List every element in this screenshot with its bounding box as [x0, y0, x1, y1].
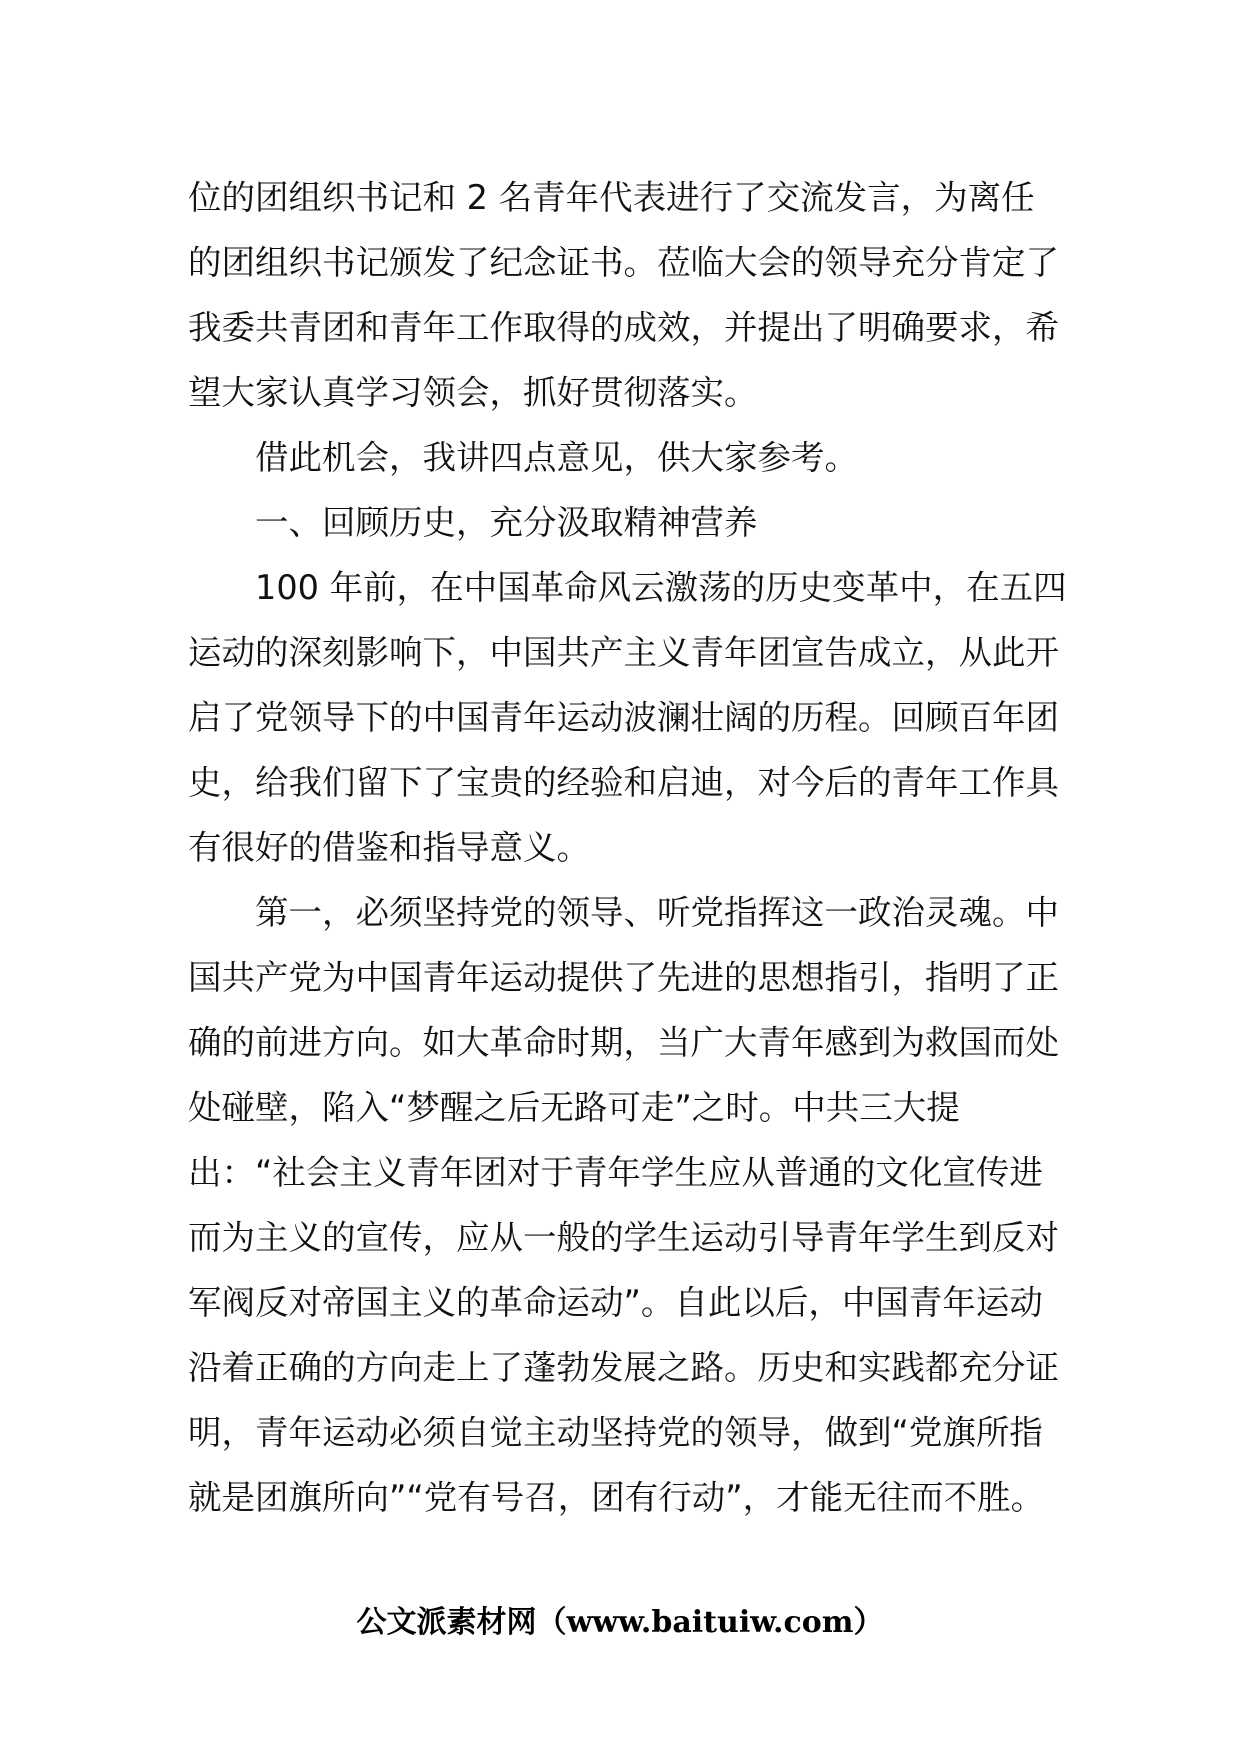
- paragraph-continued: 位的团组织书记和 2 名青年代表进行了交流发言，为离任的团组织书记颁发了纪念证书。莅临大会的领导充分肯定了我委共青团和青年工作取得的成效，并提出了明确要求，希望大家认真学习领会，抓好贯彻落实。: [188, 178, 1059, 412]
- paragraph-first-point: 第一，必须坚持党的领导、听党指挥这一政治灵魂。中国共产党为中国青年运动提供了先进的思想指引，指明了正确的前进方向。如大革命时期，当广大青年感到为救国而处处碰壁，陷入“梦醒之后无路可走”之时。中共三大提出：“社会主义青年团对于青年学生应从普通的文化宣传进而为主义的宣传，应从一般的学生运动引导青年学生到反对军阀反对帝国主义的革命运动”。自此以后，中国青年运动沿着正确的方向走上了蓬勃发展之路。历史和实践都充分证明，青年运动必须自觉主动坚持党的领导，做到“党旗所指就是团旗所向”“党有号召，团有行动”，才能无往而不胜。: [188, 893, 1059, 1517]
- footer-watermark: 公文派素材网（www.baituiw.com）: [356, 1605, 884, 1640]
- document-body: [188, 165, 1068, 1530]
- section-heading: 一、回顾历史，充分汲取精神营养: [255, 503, 758, 542]
- paragraph-history: 100 年前，在中国革命风云激荡的历史变革中，在五四运动的深刻影响下，中国共产主义青年团宣告成立，从此开启了党领导下的中国青年运动波澜壮阔的历程。回顾百年团史，给我们留下了宝贵的经验和启迪，对今后的青年工作具有很好的借鉴和指导意义。: [188, 568, 1067, 867]
- paragraph-intro: 借此机会，我讲四点意见，供大家参考。: [255, 438, 858, 477]
